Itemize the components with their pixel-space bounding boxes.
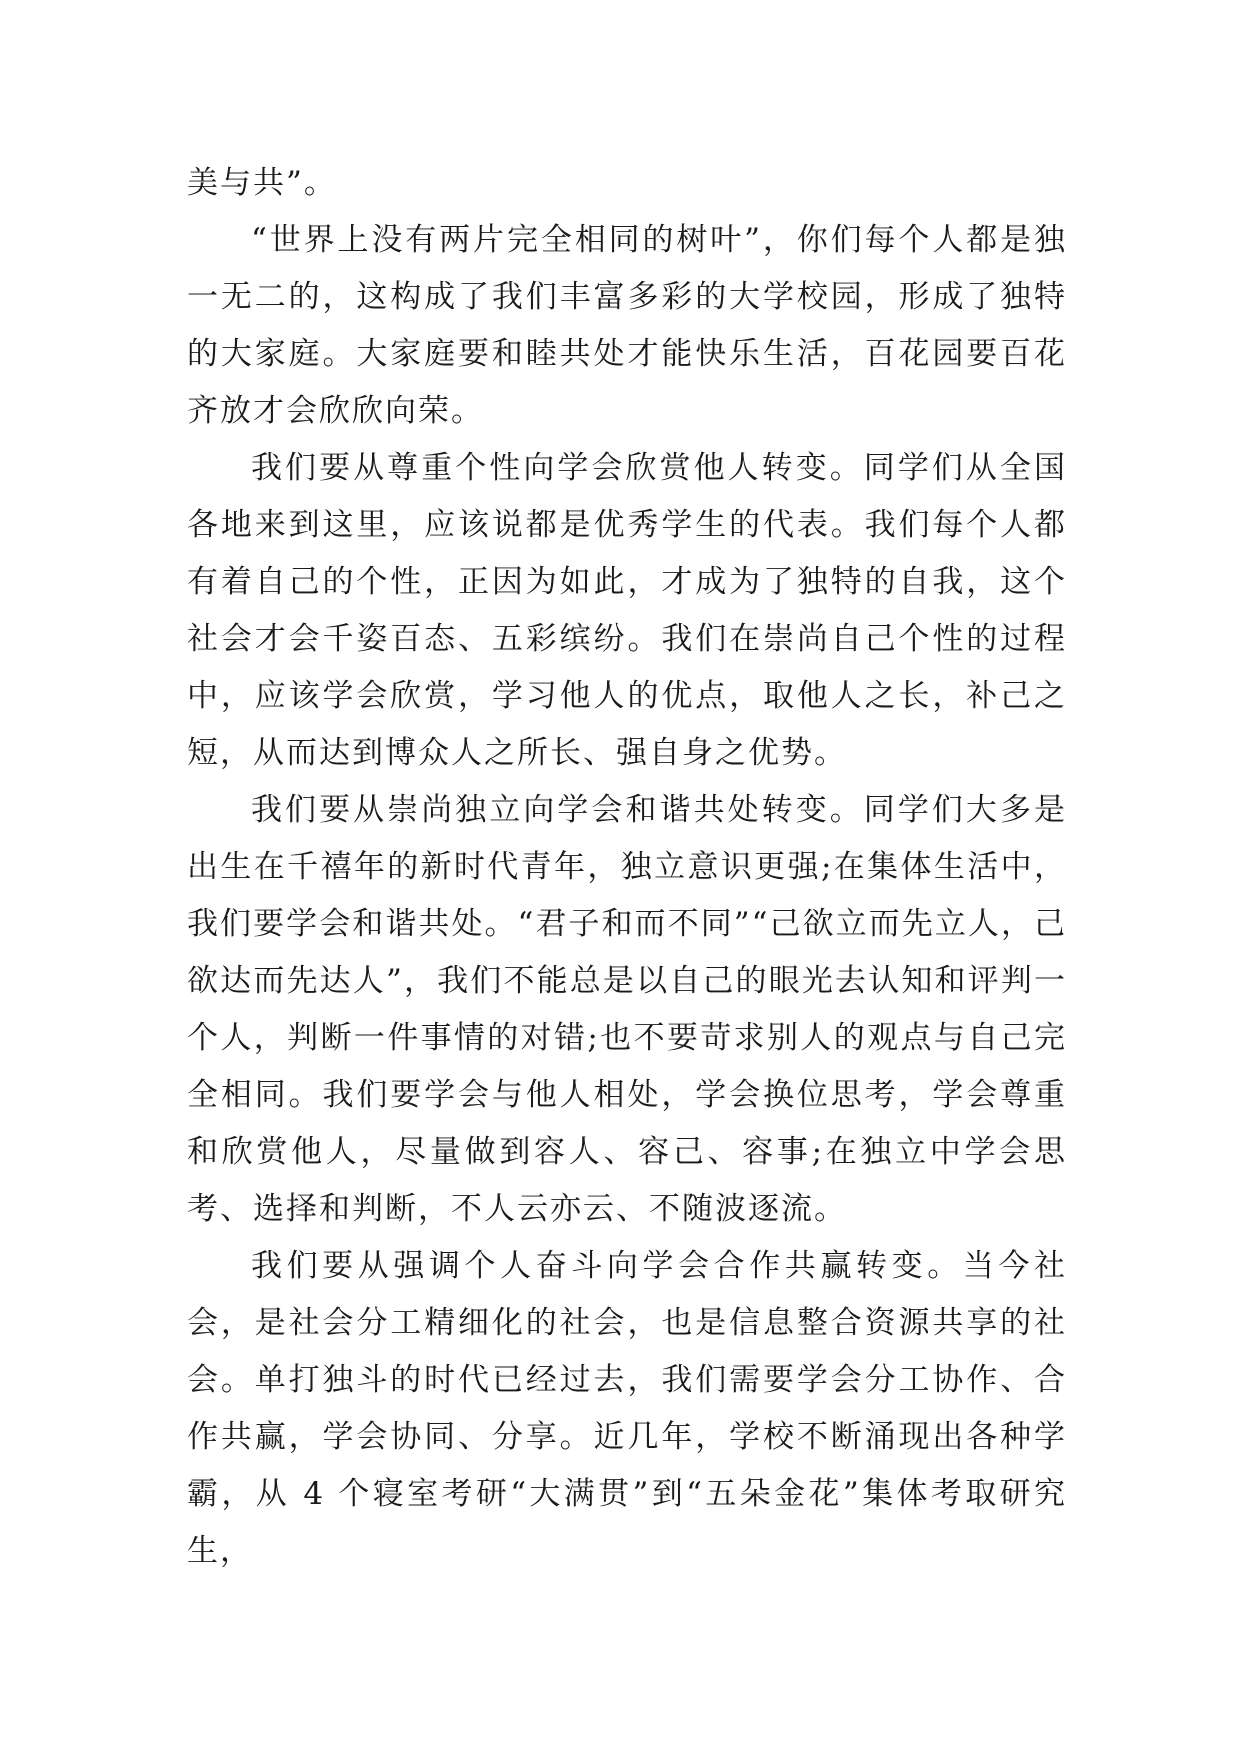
- paragraph-cooperation-win-win: 我们要从强调个人奋斗向学会合作共赢转变。当今社会，是社会分工精细化的社会，也是信息整合资源共享的社会。单打独斗的时代已经过去，我们需要学会分工协作、合作共赢，学会协同、分享。近几年，学校不断涌现出各种学霸，从 4 个寝室考研“大满贯”到“五朵金花”集体考取研究生，: [187, 1248, 1067, 1569]
- paragraph-continuation: 美与共”。: [187, 165, 337, 201]
- paragraph-harmonious-coexistence: 我们要从崇尚独立向学会和谐共处转变。同学们大多是出生在千禧年的新时代青年，独立意识更强;在集体生活中，我们要学会和谐共处。“君子和而不同”“己欲立而先立人，己欲达而先达人”，我们不能总是以自己的眼光去认知和评判一个人，判断一件事情的对错;也不要苛求别人的观点与自己完全相同。我们要学会与他人相处，学会换位思考，学会尊重和欣赏他人，尽量做到容人、容己、容事;在独立中学会思考、选择和判断，不人云亦云、不随波逐流。: [187, 792, 1067, 1227]
- paragraph-appreciate-others: 我们要从尊重个性向学会欣赏他人转变。同学们从全国各地来到这里，应该说都是优秀学生的代表。我们每个人都有着自己的个性，正因为如此，才成为了独特的自我，这个社会才会千姿百态、五彩缤纷。我们在崇尚自己个性的过程中，应该学会欣赏，学习他人的优点，取他人之长，补己之短，从而达到博众人之所长、强自身之优势。: [187, 450, 1067, 771]
- document-body: [187, 155, 1067, 1580]
- paragraph-tree-leaves: “世界上没有两片完全相同的树叶”，你们每个人都是独一无二的，这构成了我们丰富多彩的大学校园，形成了独特的大家庭。大家庭要和睦共处才能快乐生活，百花园要百花齐放才会欣欣向荣。: [187, 222, 1067, 429]
